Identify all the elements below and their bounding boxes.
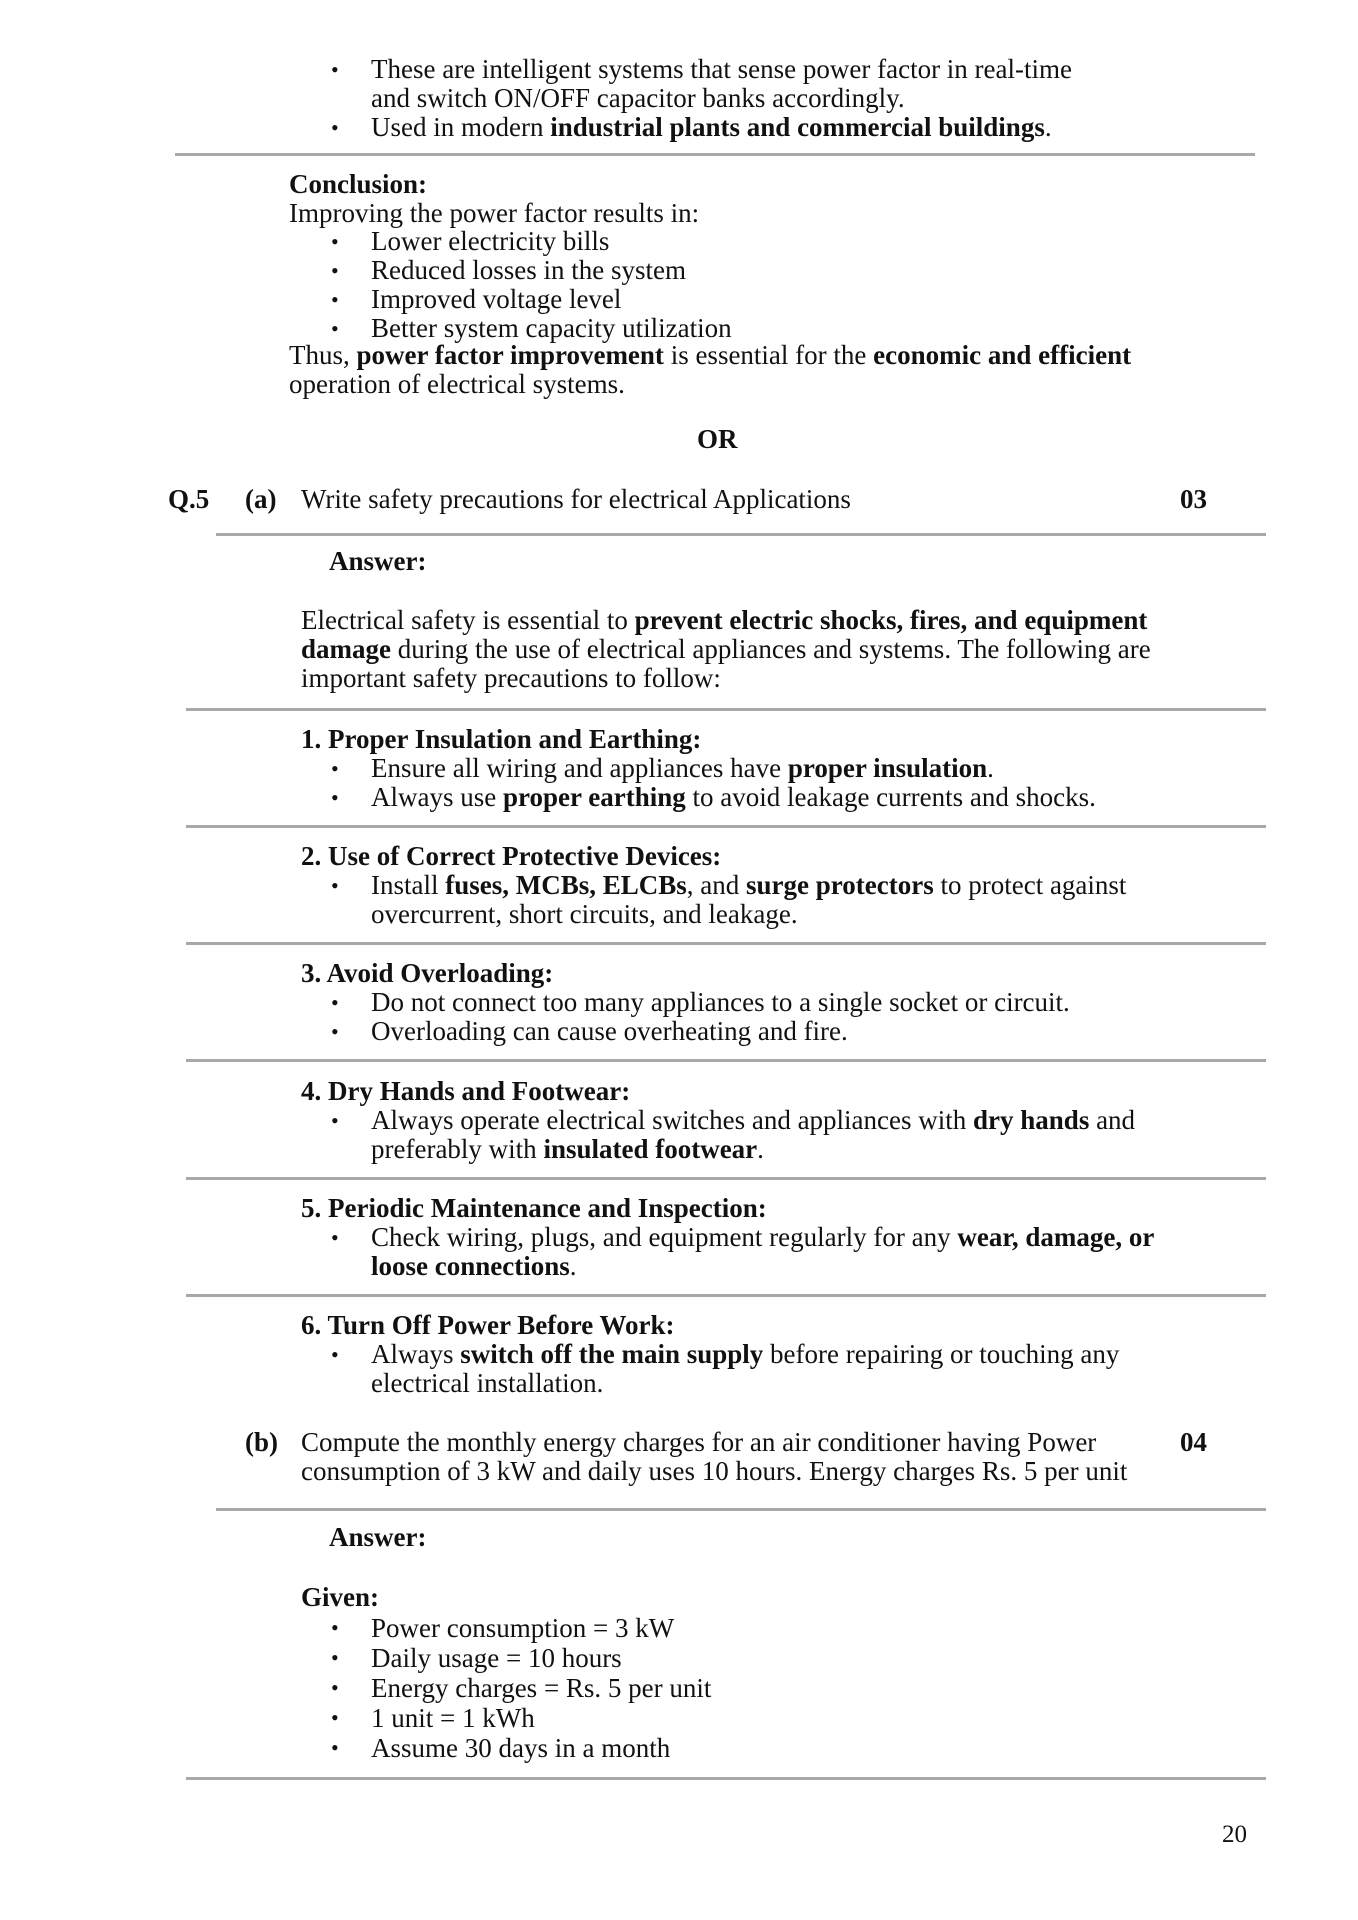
question-number: Q.5 — [168, 484, 210, 514]
bold-text: proper earthing — [502, 782, 686, 812]
list-item: • Assume 30 days in a month — [331, 1733, 671, 1763]
list-item: • Always use proper earthing to avoid leakage currents and shocks. — [331, 782, 1096, 812]
conclusion-list — [331, 226, 1171, 343]
text-run: These are intelligent systems that sense power factor in real-time and switch ON/OFF capacitor banks accordingly. — [371, 54, 1072, 113]
part-a-label: (a) — [245, 484, 277, 514]
text-run: and preferably with — [371, 1105, 1136, 1164]
divider — [186, 1777, 1266, 1780]
text-run: . — [987, 753, 994, 783]
given-list — [331, 1613, 1071, 1763]
rich-text — [371, 1105, 1135, 1164]
list-item-text: Better system capacity utilization — [371, 313, 732, 343]
list-item: • Always operate electrical switches and appliances with dry hands and preferably with insulated footwear. — [331, 1105, 1136, 1164]
list-item: • Daily usage = 10 hours — [331, 1643, 622, 1673]
top-bullet-list — [331, 54, 1111, 142]
rich-text — [371, 753, 994, 783]
divider — [175, 153, 1255, 156]
page-number: 20 — [1222, 1821, 1247, 1848]
section-heading: 1. Proper Insulation and Earthing: — [301, 724, 702, 754]
list-item: • Used in modern industrial plants and commercial buildings. — [331, 112, 1052, 142]
text-run: Thus, — [289, 340, 357, 370]
text-run: to protect against overcurrent, short circuits, and leakage. — [371, 870, 1127, 929]
bold-text: switch off the main supply — [460, 1339, 764, 1369]
text-run: Always — [371, 1339, 461, 1369]
rich-text — [371, 1016, 848, 1046]
list-item: • 1 unit = 1 kWh — [331, 1703, 535, 1733]
answer-label: Answer: — [329, 546, 427, 576]
divider — [186, 1294, 1266, 1297]
answer-label: Answer: — [329, 1522, 427, 1552]
list-item: • Reduced losses in the system — [331, 255, 686, 285]
part-a-question: Write safety precautions for electrical Applications — [301, 484, 851, 514]
bold-text: industrial plants and commercial buildings — [550, 112, 1045, 142]
bold-text: fuses, MCBs, ELCBs — [445, 870, 687, 900]
list-item: • Overloading can cause overheating and fire. — [331, 1016, 848, 1046]
text-run: Install — [371, 870, 446, 900]
list-item-text: 1 unit = 1 kWh — [371, 1703, 535, 1733]
list-item: • Lower electricity bills — [331, 226, 610, 256]
text-run: Always use — [371, 782, 503, 812]
conclusion-heading: Conclusion: — [289, 169, 428, 199]
bold-text: proper insulation — [787, 753, 988, 783]
list-item-text: Lower electricity bills — [371, 226, 610, 256]
section-heading: 2. Use of Correct Protective Devices: — [301, 841, 722, 871]
given-heading: Given: — [301, 1582, 379, 1612]
bold-text: surge protectors — [746, 870, 934, 900]
list-item: • Power consumption = 3 kW — [331, 1613, 675, 1643]
section-list — [331, 1105, 1171, 1164]
text-run: before repairing or touching any electrical installation. — [371, 1339, 1120, 1398]
section-heading: 4. Dry Hands and Footwear: — [301, 1076, 631, 1106]
list-item-text: Energy charges = Rs. 5 per unit — [371, 1673, 712, 1703]
text-run: Overloading can cause overheating and fire. — [371, 1016, 848, 1046]
divider — [216, 533, 1266, 536]
bold-text: dry hands — [973, 1105, 1090, 1135]
list-item: • Ensure all wiring and appliances have proper insulation. — [331, 753, 994, 783]
section-heading: 6. Turn Off Power Before Work: — [301, 1310, 675, 1340]
text-run: , and — [686, 870, 747, 900]
divider — [186, 708, 1266, 711]
text-run: operation of electrical systems. — [289, 369, 625, 399]
bold-text: economic and efficient — [873, 340, 1132, 370]
bold-text: wear, damage, or loose connections — [371, 1222, 1154, 1281]
text-run: to avoid leakage currents and shocks. — [685, 782, 1096, 812]
part-b-label: (b) — [245, 1427, 278, 1457]
list-item: • Better system capacity utilization — [331, 313, 732, 343]
list-item: • Do not connect too many appliances to a single socket or circuit. — [331, 987, 1070, 1017]
section-list — [331, 987, 1171, 1046]
list-item: • Install fuses, MCBs, ELCBs, and surge protectors to protect against overcurrent, short circuits, and leakage. — [331, 870, 1127, 929]
list-item-text: Daily usage = 10 hours — [371, 1643, 622, 1673]
part-b-marks: 04 — [1180, 1427, 1207, 1457]
answer-intro — [301, 606, 1161, 693]
list-item: • These are intelligent systems that sense power factor in real-time and switch ON/OFF capacitor banks accordingly. — [331, 54, 1072, 113]
divider — [186, 942, 1266, 945]
section-heading: 5. Periodic Maintenance and Inspection: — [301, 1193, 767, 1223]
section-list — [331, 1222, 1171, 1281]
section-list — [331, 870, 1171, 929]
text-run: . — [757, 1134, 764, 1164]
list-item-text: Improved voltage level — [371, 284, 622, 314]
text-run: Used in modern — [371, 112, 551, 142]
text-run: Always operate electrical switches and appliances with — [371, 1105, 974, 1135]
list-item: • Improved voltage level — [331, 284, 622, 314]
divider — [186, 1059, 1266, 1062]
rich-text — [371, 1222, 1154, 1281]
text-run: Ensure all wiring and appliances have — [371, 753, 788, 783]
list-item: • Energy charges = Rs. 5 per unit — [331, 1673, 712, 1703]
section-list — [331, 753, 1171, 812]
rich-text — [371, 987, 1070, 1017]
divider — [216, 1508, 1266, 1511]
rich-text — [371, 54, 1072, 113]
text-run: Electrical safety is essential to — [301, 605, 635, 635]
bold-text: insulated footwear — [543, 1134, 758, 1164]
text-run: . — [569, 1251, 577, 1281]
section-heading: 3. Avoid Overloading: — [301, 958, 554, 988]
list-item: • Always switch off the main supply before repairing or touching any electrical installation. — [331, 1339, 1120, 1398]
text-run: during the use of electrical appliances and systems. The following are important safety precautions to follow: — [301, 634, 1151, 693]
part-b-question: Compute the monthly energy charges for an air conditioner having Power consumption of 3 kW and daily uses 10 hours. Energy charges Rs. 5 per unit — [301, 1427, 1128, 1486]
text-run: is essential for the — [663, 340, 874, 370]
rich-text — [371, 112, 1052, 142]
section-list — [331, 1339, 1171, 1398]
divider — [186, 1177, 1266, 1180]
text-run: Check wiring, plugs, and equipment regularly for any — [371, 1222, 958, 1252]
text-run: Do not connect too many appliances to a single socket or circuit. — [371, 987, 1070, 1017]
bold-text: power factor improvement — [356, 340, 664, 370]
conclusion-final — [289, 341, 1149, 399]
rich-text — [371, 782, 1096, 812]
part-a-marks: 03 — [1180, 484, 1207, 514]
bold-text: prevent electric shocks, fires, and equipment damage — [301, 605, 1148, 664]
rich-text — [371, 1339, 1119, 1398]
divider — [186, 825, 1266, 828]
list-item-text: Assume 30 days in a month — [371, 1733, 671, 1763]
or-separator: OR — [697, 424, 738, 454]
list-item-text: Reduced losses in the system — [371, 255, 686, 285]
text-run: . — [1044, 112, 1052, 142]
list-item-text: Power consumption = 3 kW — [371, 1613, 675, 1643]
conclusion-intro: Improving the power factor results in: — [289, 198, 700, 228]
rich-text — [371, 870, 1126, 929]
list-item: • Check wiring, plugs, and equipment regularly for any wear, damage, or loose connections. — [331, 1222, 1154, 1281]
